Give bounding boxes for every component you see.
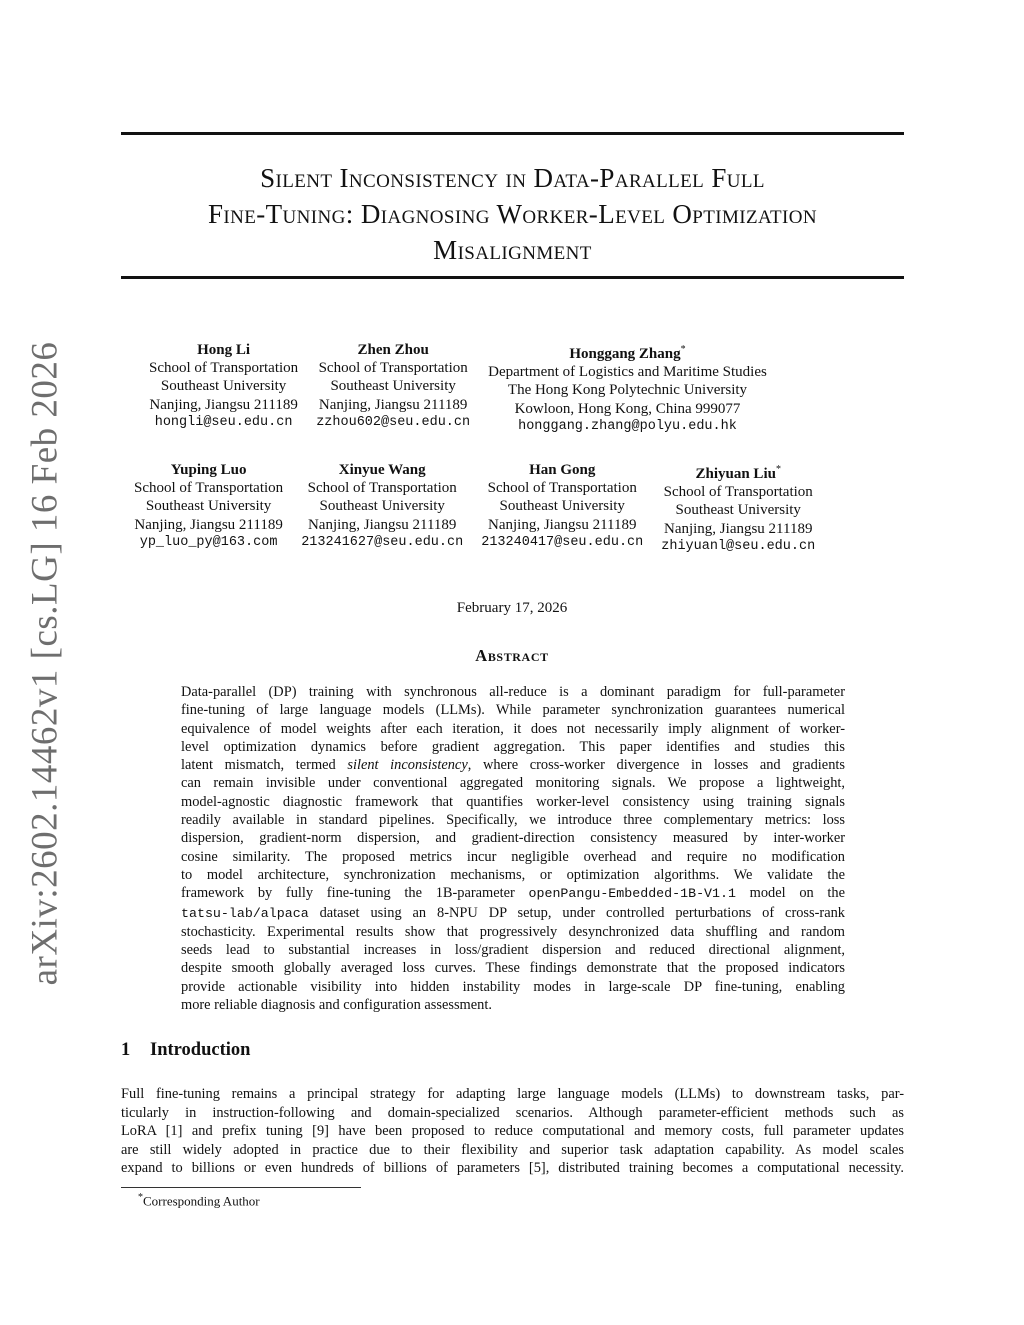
author-name [316, 341, 470, 359]
corresponding-mark: * [775, 464, 781, 475]
author-affiliation: Nanjing, Jiangsu 211189 [134, 516, 283, 533]
author-affiliation: Nanjing, Jiangsu 211189 [318, 396, 468, 413]
footnote-rule [121, 1187, 361, 1188]
author-affiliation: Nanjing, Jiangsu 211189 [663, 520, 813, 537]
title-line: Misalignment [433, 235, 592, 265]
author-name [481, 461, 643, 479]
author-block [652, 461, 824, 556]
author-name [661, 461, 815, 483]
author-block [472, 461, 652, 556]
abstract-line: level optimization dynamics before gradient aggregation. This paper identifies and studies this [181, 738, 845, 755]
abstract-line: fine-tuning of large language models (LLMs). While parameter synchronization guarantees numerical [181, 702, 845, 719]
author-name-text: Hong Li [197, 342, 251, 358]
intro-paragraph [121, 1085, 904, 1178]
author-affiliation: Southeast University [160, 378, 287, 395]
footnote [138, 1192, 260, 1209]
abstract-heading: Abstract [475, 646, 549, 665]
footnote-text: Corresponding Author [143, 1193, 260, 1209]
abstract-line: cosine similarity. The proposed metrics incur negligible overhead and require no modification [181, 848, 845, 865]
author-name-text: Yuping Luo [170, 462, 247, 478]
author-email: zzhou602@seu.edu.cn [316, 414, 471, 430]
author-name [488, 341, 767, 363]
author-name-text: Zhiyuan Liu [695, 466, 776, 482]
author-name-text: Han Gong [529, 462, 596, 478]
title-rule-bottom [121, 276, 904, 279]
title-rule-top [121, 132, 904, 135]
abstract-body [181, 683, 845, 1014]
author-block [140, 341, 307, 436]
author-name [301, 461, 463, 479]
section-heading [121, 1040, 250, 1061]
author-affiliation: School of Transportation [487, 480, 637, 497]
intro-line: Full fine-tuning remains a principal strategy for adapting large language models (LLMs) to downstream tasks, par- [121, 1086, 904, 1102]
author-block [292, 461, 472, 556]
abstract-line: equivalence of model weights after each iteration, it does not necessarily imply alignment of worker- [181, 720, 845, 737]
publication-date: February 17, 2026 [456, 600, 568, 616]
author-affiliation: School of Transportation [149, 360, 299, 377]
author-affiliation: Nanjing, Jiangsu 211189 [307, 516, 457, 533]
author-block [307, 341, 479, 436]
author-email: yp_luo_py@163.com [139, 534, 278, 550]
authors-row-2 [125, 461, 824, 556]
author-email: hongli@seu.edu.cn [154, 414, 293, 430]
paper-title [121, 160, 904, 268]
abstract-line: more reliable diagnosis and configuration assessment. [181, 997, 492, 1014]
code-term: tatsu-lab/alpaca [181, 905, 309, 921]
intro-line: LoRA [1] and prefix tuning [9] have been proposed to reduce computational and memory costs, full parameter updates [121, 1123, 904, 1139]
title-line: Fine-Tuning: Diagnosing Worker-Level Optimization [208, 199, 817, 229]
author-affiliation: Nanjing, Jiangsu 211189 [488, 516, 637, 533]
abstract-line: model-agnostic diagnostic framework that quantifies worker-level consistency using training signals [181, 793, 845, 810]
author-affiliation: Kowloon, Hong Kong, China 999077 [514, 400, 741, 417]
author-affiliation: Southeast University [499, 498, 625, 515]
abstract-line: seeds lead to substantial increases in loss/gradient dispersion and reduced directional alignment, [181, 942, 845, 959]
author-email: 213241627@seu.edu.cn [301, 534, 464, 550]
intro-line: expand to billions or even hundreds of billions of parameters [5], distributed training becomes a computational necessity. [121, 1160, 904, 1176]
author-affiliation: School of Transportation [307, 480, 457, 497]
abstract-line: provide actionable visibility into hidden instability modes in large-scale DP fine-tuning, enabling [181, 978, 845, 995]
abstract-line: dispersion, gradient-norm dispersion, and gradient-direction consistency measured by inter-worker [181, 830, 845, 847]
arxiv-identifier: arXiv:2602.14462v1 [cs.LG] 16 Feb 2026 [24, 341, 66, 985]
abstract-line: framework by fully fine-tuning the 1B-parameter openPangu-Embedded-1B-V1.1 model on the [181, 885, 845, 902]
author-email: honggang.zhang@polyu.edu.hk [518, 418, 737, 434]
authors-row-1 [140, 341, 776, 436]
abstract-line: latent mismatch, termed silent inconsistency, where cross-worker divergence in losses and gradients [181, 757, 845, 774]
author-affiliation: Department of Logistics and Maritime Studies [488, 364, 767, 381]
section-number: 1 [121, 1040, 131, 1060]
footnote-mark: * [138, 1192, 143, 1203]
author-affiliation: Southeast University [319, 498, 445, 515]
author-block [479, 341, 776, 436]
section-title: Introduction [150, 1040, 251, 1060]
author-name-text: Honggang Zhang [569, 346, 681, 362]
author-affiliation: Nanjing, Jiangsu 211189 [149, 396, 298, 413]
abstract-line: Data-parallel (DP) training with synchronous all-reduce is a dominant paradigm for full-parameter [181, 684, 845, 700]
abstract-line: despite smooth globally averaged loss curves. These findings demonstrate that the proposed indicators [181, 960, 845, 977]
author-affiliation: Southeast University [145, 498, 272, 515]
intro-line: are still widely adopted in practice due to their flexibility and superior task adaptation capability. As model scales [121, 1141, 904, 1158]
author-affiliation: School of Transportation [663, 484, 813, 501]
abstract-line: can remain invisible under conventional aggregated monitoring signals. We propose a lightweight, [181, 775, 845, 792]
abstract-line: readily available in standard pipelines. Specifically, we introduce three complementary metrics: loss [181, 812, 845, 829]
code-term: openPangu-Embedded-1B-V1.1 [528, 886, 736, 902]
author-email: 213240417@seu.edu.cn [481, 534, 644, 550]
title-line: Silent Inconsistency in Data-Parallel Full [260, 163, 765, 193]
author-affiliation: The Hong Kong Polytechnic University [507, 382, 748, 399]
author-affiliation: School of Transportation [134, 480, 284, 497]
author-email: zhiyuanl@seu.edu.cn [661, 538, 816, 554]
abstract-line: stochasticity. Experimental results show that progressively desynchronized data shuffling and random [181, 923, 845, 940]
abstract-line: tatsu-lab/alpaca dataset using an 8-NPU DP setup, under controlled perturbations of cross-rank [181, 904, 845, 921]
intro-line: ticularly in instruction-following and domain-specialized scenarios. Although parameter-efficient methods such as [121, 1104, 904, 1121]
abstract-line: to model architecture, synchronization mechanisms, or optimization algorithms. We validate the [181, 866, 845, 883]
author-name [134, 461, 283, 479]
author-name-text: Zhen Zhou [357, 342, 429, 358]
corresponding-mark: * [680, 344, 686, 355]
author-name [149, 341, 298, 359]
author-block [125, 461, 292, 556]
emphasis-term: silent inconsistency [347, 757, 468, 774]
author-affiliation: Southeast University [675, 502, 801, 519]
author-affiliation: Southeast University [330, 378, 456, 395]
author-affiliation: School of Transportation [318, 360, 468, 377]
author-name-text: Xinyue Wang [338, 462, 426, 478]
